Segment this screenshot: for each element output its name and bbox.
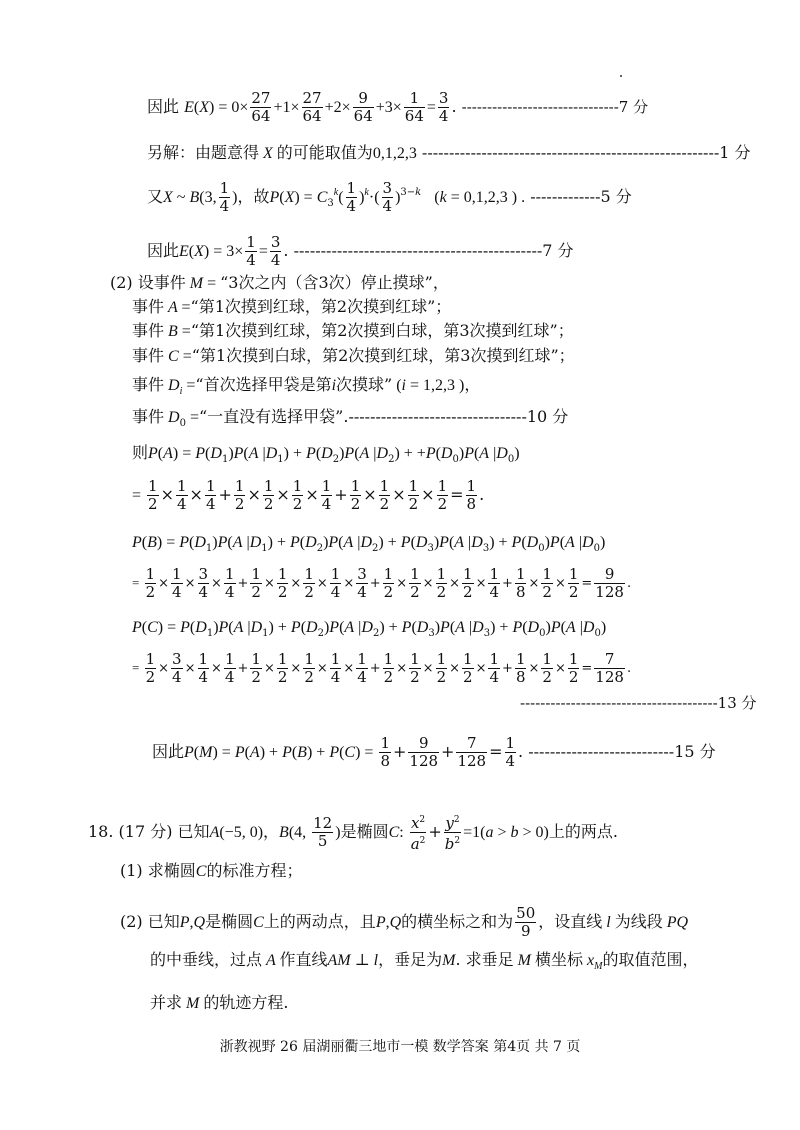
pb-formula: $P(B) = P(D_1)P(A$ $|D_1) + P(D_2)P(A$ $|D_2) + P(D_3)P(A$ $|D_3) + P(D_0)P(A$ $|D_0$): [132, 534, 606, 554]
score-1: -------------------------------------------------------1 分: [421, 143, 751, 162]
q18-part1: (1) 求椭圆C的标准方程；: [120, 861, 303, 880]
pc-value: = $\frac{1}{2}$ × $\frac{3}{4}$ × $\frac{1}{4}$ × $\frac{1}{4}$ + $\frac{1}{2}$ × $\frac{1}{2}$ × $\frac{1}{2}$ × $\frac{1}{4}$ × $\frac{1}{4}$ + $\frac{1}{2}$ × $\frac{1}{2}$ × $\frac{1}{2}$ × $\frac{1}{2}$ × $\frac{1}{4}$ + $\frac{1}{8}$ × $\frac{1}{2}$ × $\frac{1}{2}$ = $\frac{7}{128}$ .: [132, 650, 632, 686]
q18-stem: 18. (17 分) 已知A(−5, 0)，B(4, $\frac{12}{5}$ )是椭圆C: $\frac{x^2}{a^2}$ + $\frac{y^2}{b^2}$ =1(a > b > 0)上的两点.: [88, 814, 618, 853]
ex-line: 因此 E(X) = 0× $\frac{27}{64}$ +1× $\frac{27}{64}$ +2× $\frac{9}{64}$ +3× $\frac{1}{64}$ = $\frac{3}{4}$ . -------------------------------7 分: [147, 89, 649, 125]
score-7b: ----------------------------------------------7 分: [293, 241, 574, 260]
score-10: ---------------------------------10 分: [348, 407, 569, 426]
alt-solution-line: 另解：由题意得 X 的可能取值为0,1,2,3 -------------------------------------------------------1 分: [147, 143, 751, 162]
scan-speck: [620, 75, 622, 77]
q18-part2-end: 并求 M 的轨迹方程.: [150, 993, 289, 1012]
pa-formula: 则$P(A) = P(D_1)P(A$ $|D_1) + P(D_2)P(A$ $|D_2) + +P(D_0)P(A$ $|D_0$): [132, 443, 520, 465]
ex-alt-line: 因此E(X) = 3× $\frac{1}{4}$ = $\frac{3}{4}$ . ----------------------------------------------7 分: [147, 233, 574, 269]
event-c: 事件 C =“第1次摸到白球，第2次摸到红球，第3次摸到红球”；: [132, 346, 575, 365]
event-d0: 事件 $D_0$ =“一直没有选择甲袋”.---------------------------------10 分: [132, 407, 569, 429]
score-5: -------------5 分: [530, 187, 632, 206]
pm-result: 因此P(M) = P(A) + P(B) + P(C) = $\frac{1}{8}$ + $\frac{9}{128}$ + $\frac{7}{128}$ = $\frac{1}{4}$ . ---------------------------15 分: [152, 734, 716, 770]
q18-part2: (2) 已知P,Q是椭圆C上的两动点，且P,Q的横坐标之和为 $\frac{50}{9}$ ，设直线 l 为线段 PQ: [120, 904, 689, 940]
score-15: ---------------------------15 分: [528, 742, 716, 761]
part2-event-m: (2) 设事件 M = “3次之内（含3次）停止摸球”，: [110, 273, 449, 292]
event-a: 事件 A =“第1次摸到红球，第2次摸到红球”；: [132, 297, 452, 316]
pb-value: = $\frac{1}{2}$ × $\frac{1}{4}$ × $\frac{3}{4}$ × $\frac{1}{4}$ + $\frac{1}{2}$ × $\frac{1}{2}$ × $\frac{1}{2}$ × $\frac{1}{4}$ × $\frac{3}{4}$ + $\frac{1}{2}$ × $\frac{1}{2}$ × $\frac{1}{2}$ × $\frac{1}{2}$ × $\frac{1}{4}$ + $\frac{1}{8}$ × $\frac{1}{2}$ × $\frac{1}{2}$ = $\frac{9}{128}$ .: [132, 565, 632, 601]
pc-formula: $P(C) = P(D_1)P(A$ $|D_1) + P(D_2)P(A$ $|D_2) + P(D_3)P(A$ $|D_3) + P(D_0)P(A$ $|D_0$): [132, 619, 607, 639]
event-di: 事件 $D_i$ =“首次选择甲袋是第i次摸球” (i = 1,2,3 )，: [132, 375, 481, 397]
score-7a: -------------------------------7 分: [461, 98, 649, 116]
binomial-line: 又X ~ B(3, $\frac{1}{4}$ )，故$P(X) = C_3^k$( $\frac{1}{4}$ )$^k$·( $\frac{3}{4}$ )$^{3-k}$ (k = 0,1,2,3 ) . -------------5 分: [147, 179, 632, 215]
pa-value: = $\frac{1}{2}$ × $\frac{1}{4}$ × $\frac{1}{4}$ + $\frac{1}{2}$ × $\frac{1}{2}$ × $\frac{1}{2}$ × $\frac{1}{4}$ + $\frac{1}{2}$ × $\frac{1}{2}$ × $\frac{1}{2}$ × $\frac{1}{2}$ = $\frac{1}{8}$ .: [132, 477, 485, 513]
page-footer: 浙教视野 26 届湖丽衢三地市一模 数学答案 第4页 共 7 页: [219, 1039, 581, 1055]
score-13: ---------------------------------------13 分: [520, 694, 757, 712]
event-b: 事件 B =“第1次摸到红球，第2次摸到白球，第3次摸到红球”；: [132, 321, 574, 340]
q18-part2-cont: 的中垂线，过点 A 作直线AM ⊥ l，垂足为M. 求垂足 M 横坐标 $x_M$的取值范围，: [150, 950, 699, 972]
